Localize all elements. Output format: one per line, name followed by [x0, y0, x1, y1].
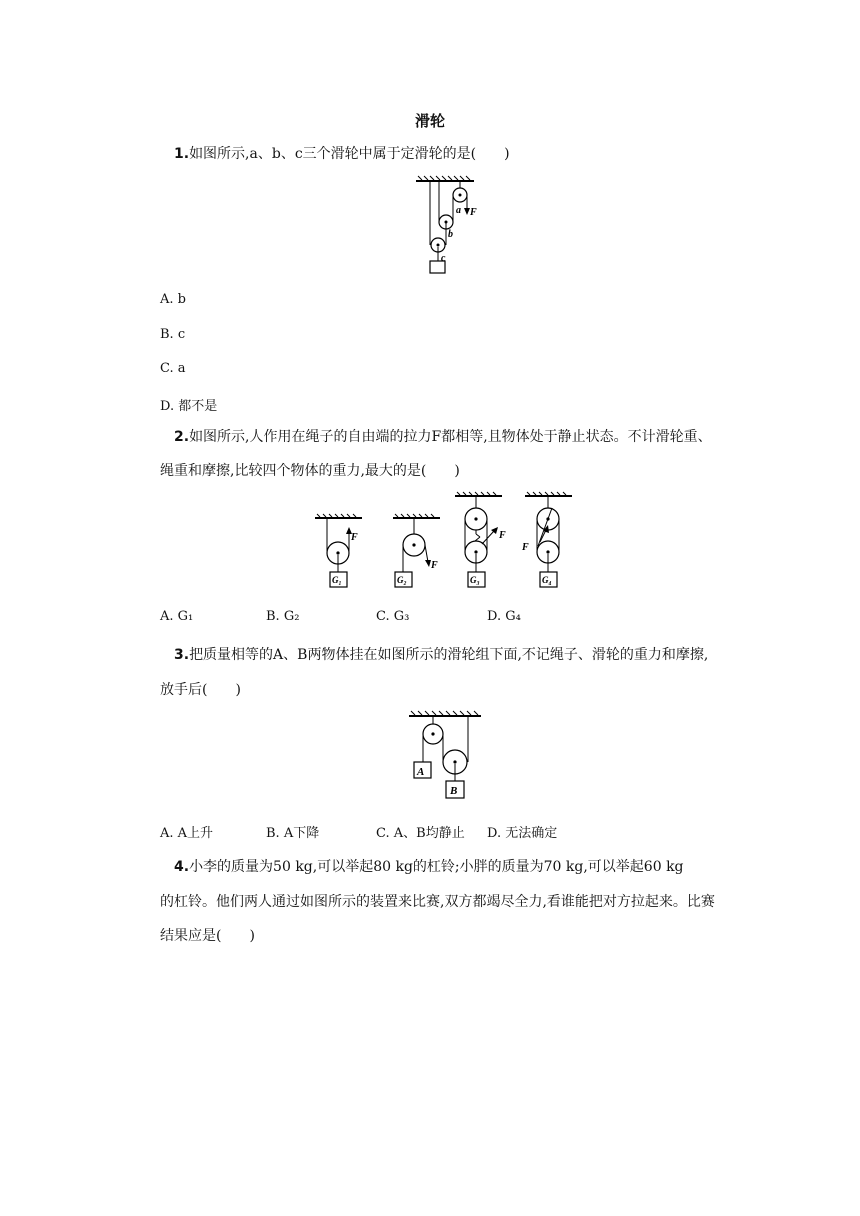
option-2a: A. G₁: [160, 609, 194, 624]
label-block-a: A: [417, 766, 425, 778]
fig2-label-f-2: F: [431, 560, 438, 571]
question-3-line-2: 放手后( ): [160, 682, 241, 698]
option-2b: B. G₂: [266, 609, 300, 624]
figure-3-pulley-block: [405, 708, 485, 804]
question-1-text: 如图所示,a、b、c三个滑轮中属于定滑轮的是( ): [189, 146, 510, 162]
question-4-number: 4.: [174, 859, 190, 875]
fig2-label-f-1: F: [351, 532, 358, 543]
option-3d: D. 无法确定: [487, 826, 558, 841]
question-2-line-2: 绳重和摩擦,比较四个物体的重力,最大的是( ): [160, 463, 460, 479]
label-b: b: [448, 229, 453, 240]
option-1d: D. 都不是: [160, 399, 218, 414]
option-3a: A. A上升: [160, 826, 214, 841]
question-1: [160, 137, 770, 171]
option-3c: C. A、B均静止: [376, 826, 465, 841]
question-4-line-1: [160, 850, 770, 884]
option-2d: D. G₄: [487, 609, 521, 624]
question-4-text-1: 小李的质量为50 kg,可以举起80 kg的杠铃;小胖的质量为70 kg,可以举起60 kg: [189, 859, 684, 875]
label-f: F: [470, 207, 477, 218]
question-3-text-1: 把质量相等的A、B两物体挂在如图所示的滑轮组下面,不记绳子、滑轮的重力和摩擦,: [189, 647, 709, 663]
question-2-number: 2.: [174, 429, 190, 445]
question-4-line-3: 结果应是( ): [160, 928, 255, 944]
question-4-line-2: 的杠铃。他们两人通过如图所示的装置来比赛,双方都竭尽全力,看谁能把对方拉起来。比赛: [160, 894, 715, 910]
page-title: 滑轮: [414, 112, 445, 130]
option-1a: A. b: [160, 292, 186, 307]
question-3-line-1: [160, 638, 770, 672]
figure-1-pulley-system: [410, 175, 485, 280]
label-a: a: [456, 205, 461, 216]
option-2c: C. G₃: [376, 609, 410, 624]
label-g4: G₄: [542, 575, 552, 585]
option-1c: C. a: [160, 361, 186, 376]
label-g1: G₁: [332, 575, 342, 585]
question-3-number: 3.: [174, 647, 190, 663]
question-2-line-1: [160, 420, 770, 454]
fig2-label-f-3: F: [499, 530, 506, 541]
label-g2: G₂: [397, 575, 407, 585]
figure-2-four-pulleys: [310, 490, 590, 595]
label-g3: G₃: [470, 575, 480, 585]
option-3b: B. A下降: [266, 826, 320, 841]
fig2-label-f-4: F: [522, 542, 529, 553]
question-1-number: 1.: [174, 146, 190, 162]
label-c: c: [441, 253, 446, 264]
label-block-b: B: [450, 785, 458, 797]
question-2-text-1: 如图所示,人作用在绳子的自由端的拉力F都相等,且物体处于静止状态。不计滑轮重、: [189, 429, 712, 445]
option-1b: B. c: [160, 327, 186, 342]
